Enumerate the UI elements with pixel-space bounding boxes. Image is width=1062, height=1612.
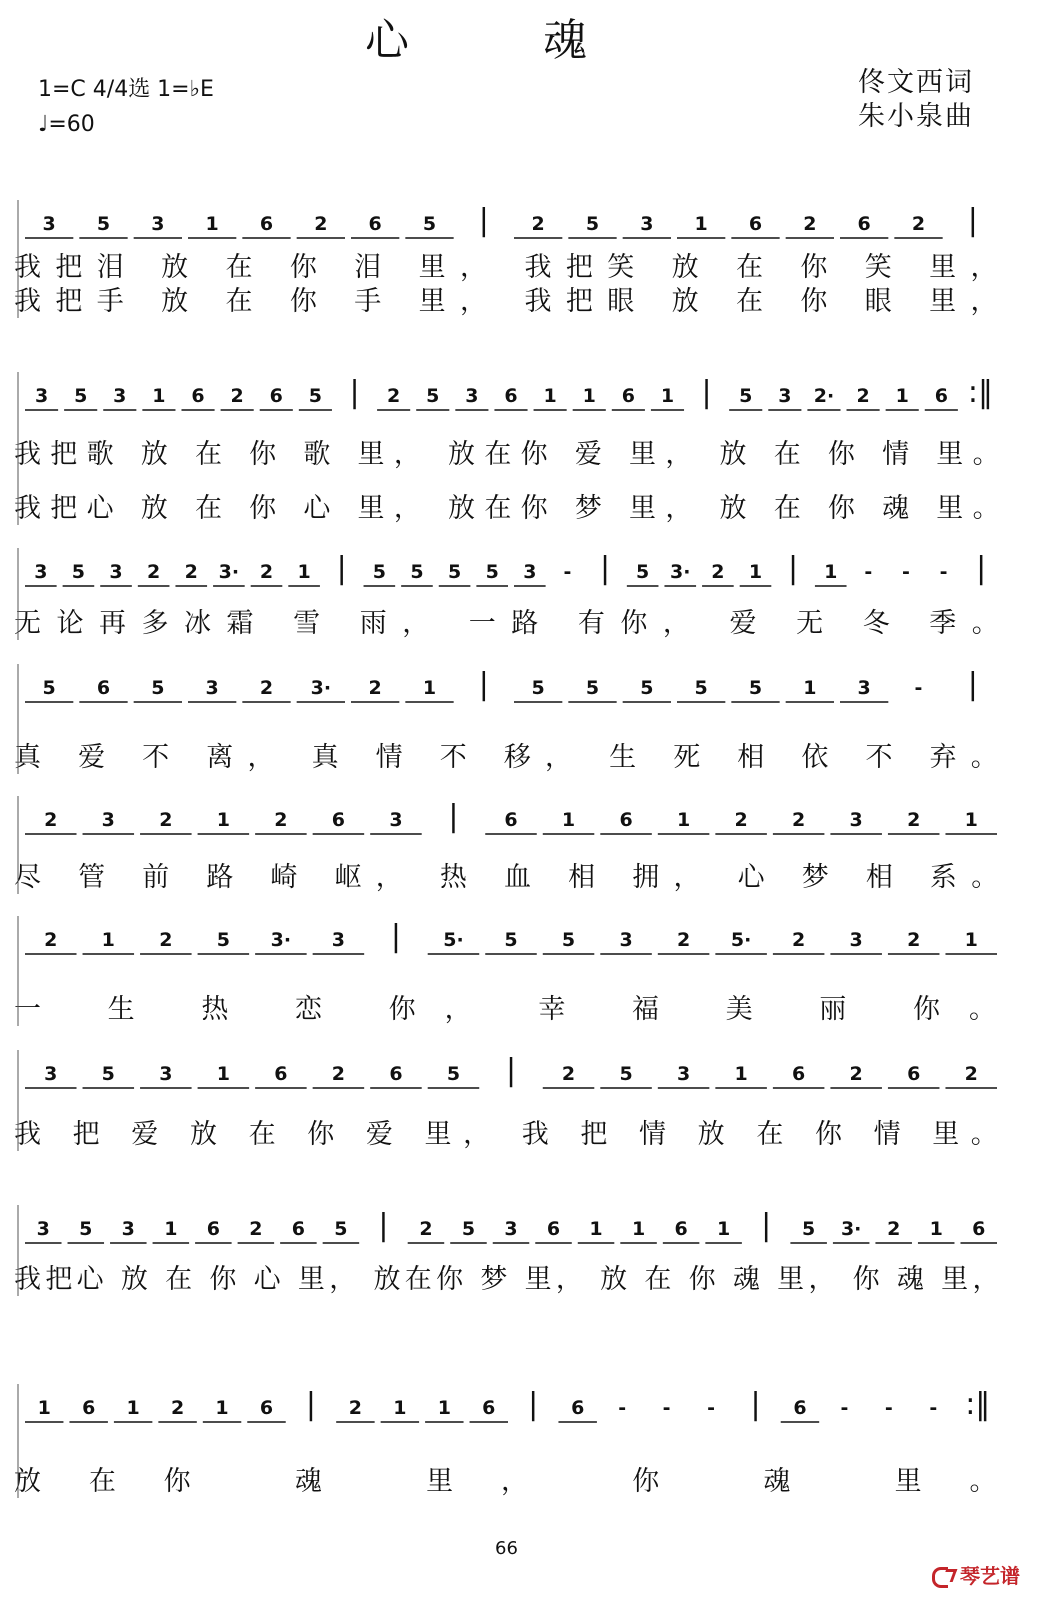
- note: -: [618, 1397, 627, 1419]
- note: 1: [582, 385, 596, 407]
- barline: |: [967, 203, 978, 238]
- note: 6: [259, 1397, 274, 1419]
- lyric-line: 放在你 魂 里， 你 魂 里。: [14, 1466, 1001, 1497]
- barline: |: [305, 1387, 317, 1422]
- note: 6: [674, 1218, 688, 1240]
- note: 3: [389, 809, 403, 831]
- barline: |: [750, 1387, 761, 1422]
- note: 6: [504, 385, 518, 407]
- note: 5: [426, 385, 440, 407]
- barline: :‖: [965, 1387, 991, 1422]
- barline: |: [976, 551, 987, 586]
- note: 6: [331, 809, 346, 831]
- song-title: 心 魂: [365, 15, 647, 66]
- note: 1: [824, 561, 838, 583]
- note: 5: [585, 213, 600, 235]
- lyric-line: 我把泪 放 在 你 泪 里， 我把笑 放 在 你 笑 里，: [14, 252, 1001, 283]
- note: -: [707, 1397, 715, 1419]
- note: 3: [109, 561, 123, 583]
- note: 2: [792, 809, 806, 831]
- note: 6: [368, 213, 382, 235]
- barline: |: [967, 667, 978, 702]
- note: 6: [504, 809, 518, 831]
- tempo-marking: ♩=60: [38, 112, 95, 137]
- note: 6: [546, 1218, 561, 1240]
- note: 3: [640, 213, 654, 235]
- note: 3: [465, 385, 479, 407]
- note: 5: [422, 213, 437, 235]
- note: 2: [230, 385, 244, 407]
- note: 3: [113, 385, 127, 407]
- score-lyrics-layer: [14, 252, 1000, 1497]
- note: 5·: [730, 929, 752, 951]
- note: 5: [461, 1218, 476, 1240]
- note: 3·: [270, 929, 292, 951]
- barline: |: [478, 203, 489, 238]
- note: 1: [748, 561, 763, 583]
- note: 6: [96, 677, 111, 699]
- note: 5: [748, 677, 763, 699]
- note: 5: [446, 1063, 461, 1085]
- note: -: [840, 1397, 849, 1419]
- note: -: [902, 561, 910, 583]
- note: 2: [44, 929, 58, 951]
- barline: |: [505, 1053, 517, 1088]
- note: 1: [589, 1218, 603, 1240]
- note: 2: [368, 677, 382, 699]
- note: 5: [216, 929, 230, 951]
- note: 2: [331, 1063, 346, 1085]
- note: 1: [101, 929, 115, 951]
- barline: |: [378, 1208, 389, 1243]
- note: 2: [907, 929, 921, 951]
- note: 3: [34, 385, 49, 407]
- note: 2: [170, 1397, 185, 1419]
- note: 6: [291, 1218, 306, 1240]
- note: -: [884, 1397, 893, 1419]
- lyricist-credit: 佟文西词: [858, 67, 974, 98]
- score-notes-layer: [34, 203, 993, 1422]
- note: 6: [482, 1397, 496, 1419]
- barline: |: [701, 375, 712, 410]
- note: 6: [206, 1218, 220, 1240]
- note: 6: [792, 1063, 806, 1085]
- note: 2: [856, 385, 870, 407]
- note: 3: [159, 1063, 173, 1085]
- note: 5: [485, 561, 499, 583]
- note: 6: [619, 809, 633, 831]
- barline: |: [336, 551, 347, 586]
- note: 1: [631, 1218, 646, 1240]
- note: 5: [636, 561, 650, 583]
- note: 2: [849, 1063, 863, 1085]
- note: -: [939, 561, 948, 583]
- note: -: [662, 1397, 671, 1419]
- note: 5: [79, 1218, 93, 1240]
- note: 1: [216, 809, 230, 831]
- note: 1: [37, 1397, 51, 1419]
- note: 3: [504, 1218, 518, 1240]
- note: 1: [964, 929, 978, 951]
- note: 2: [184, 561, 198, 583]
- note: -: [563, 561, 572, 583]
- note: 2: [803, 213, 817, 235]
- note: -: [914, 677, 923, 699]
- note: 2: [387, 385, 401, 407]
- note: 3: [778, 385, 792, 407]
- note: 3: [619, 929, 633, 951]
- barline: |: [599, 551, 611, 586]
- note: -: [864, 561, 873, 583]
- barline: |: [349, 375, 360, 410]
- note: 1: [215, 1397, 229, 1419]
- note: 3: [849, 929, 863, 951]
- note: 3: [676, 1063, 691, 1085]
- lyric-line: 真 爱 不 离， 真 情 不 移， 生 死 相 依 不 弃。: [14, 742, 1001, 773]
- page-number: 66: [495, 1538, 518, 1559]
- note: 5: [96, 213, 111, 235]
- note: 6: [857, 213, 871, 235]
- note: 6: [269, 385, 283, 407]
- note: 1: [929, 1218, 943, 1240]
- note: 2: [249, 1218, 263, 1240]
- note: 6: [274, 1063, 288, 1085]
- note: -: [929, 1397, 938, 1419]
- note: 6: [571, 1397, 585, 1419]
- note: 2: [44, 809, 58, 831]
- note: 3: [849, 809, 863, 831]
- note: 3: [42, 213, 56, 235]
- note: 6: [972, 1218, 986, 1240]
- note: 5: [101, 1063, 115, 1085]
- note: 2: [274, 809, 288, 831]
- note: 3·: [218, 561, 240, 583]
- note: 3: [205, 677, 219, 699]
- note: 1: [694, 213, 708, 235]
- note: 2: [531, 213, 545, 235]
- note: 5: [585, 677, 600, 699]
- note: 3: [101, 809, 115, 831]
- barline: |: [788, 551, 799, 586]
- note: 2: [314, 213, 328, 235]
- note: 2: [887, 1218, 901, 1240]
- note: 2: [159, 809, 173, 831]
- watermark-text: 琴艺谱: [960, 1564, 1020, 1588]
- note: 3: [331, 929, 346, 951]
- note: 6: [748, 213, 763, 235]
- lyric-line: 尽 管 前 路 崎 岖， 热 血 相 拥， 心 梦 相 系。: [14, 862, 1000, 893]
- note: 1: [164, 1218, 178, 1240]
- barline: |: [478, 667, 489, 702]
- note: 2: [792, 929, 806, 951]
- note: 2: [259, 561, 274, 583]
- note: 1: [964, 809, 978, 831]
- composer-credit: 朱小泉曲: [858, 101, 974, 132]
- barline: |: [761, 1208, 772, 1243]
- note: 3: [151, 213, 165, 235]
- note: 3: [857, 677, 871, 699]
- note: 2: [159, 929, 173, 951]
- note: 5: [739, 385, 753, 407]
- note: 1: [734, 1063, 748, 1085]
- note: 5: [447, 561, 462, 583]
- lyric-line: 一 生 热 恋 你， 幸 福 美 丽 你。: [14, 994, 1000, 1025]
- note: 2: [711, 561, 725, 583]
- note: 6: [389, 1063, 403, 1085]
- note: 6: [191, 385, 205, 407]
- note: 6: [934, 385, 948, 407]
- note: 5: [71, 561, 86, 583]
- note: 3: [36, 1218, 50, 1240]
- note: 5·: [443, 929, 464, 951]
- note: 1: [152, 385, 166, 407]
- note: 2: [259, 677, 274, 699]
- note: 1: [561, 809, 576, 831]
- note: 1: [895, 385, 909, 407]
- note: 6: [793, 1397, 807, 1419]
- barline: |: [448, 799, 459, 834]
- note: 1: [543, 385, 557, 407]
- note: 2·: [813, 385, 835, 407]
- note: 2: [419, 1218, 433, 1240]
- lyric-line: 我把心 放 在 你 心 里， 放在你 梦 里， 放 在 你 魂 里。: [14, 493, 1001, 524]
- barline: |: [390, 919, 401, 954]
- brand-logo-icon: [930, 1566, 956, 1586]
- watermark: [930, 1560, 1020, 1589]
- note: 2: [147, 561, 161, 583]
- note: 5: [42, 677, 56, 699]
- note: 2: [964, 1063, 978, 1085]
- note: 3: [44, 1063, 58, 1085]
- barline: :‖: [967, 375, 993, 410]
- note: 3·: [670, 561, 691, 583]
- note: 6: [621, 385, 635, 407]
- note: 2: [907, 809, 921, 831]
- note: 1: [393, 1397, 407, 1419]
- note: 1: [126, 1397, 140, 1419]
- note: 2: [348, 1397, 363, 1419]
- note: 5: [372, 561, 386, 583]
- note: 6: [907, 1063, 921, 1085]
- lyric-line: 我 把 爱 放 在 你 爱 里， 我 把 情 放 在 你 情 里。: [14, 1119, 1000, 1150]
- lyric-line: 我把歌 放 在 你 歌 里， 放在你 爱 里， 放 在 你 情 里。: [14, 439, 1001, 470]
- note: 1: [437, 1397, 451, 1419]
- lyric-line: 我把心 放 在 你 心 里， 放在你 梦 里， 放 在 你 魂 里， 你 魂 里，: [14, 1264, 1000, 1295]
- note: 5: [334, 1218, 348, 1240]
- note: 2: [734, 809, 748, 831]
- note: 1: [716, 1218, 731, 1240]
- note: 5: [410, 561, 424, 583]
- lyric-line: 无论再多冰霜 雪 雨， 一路 有你， 爱 无 冬 季。: [14, 608, 1000, 639]
- note: 1: [297, 561, 311, 583]
- note: 5: [640, 677, 654, 699]
- note: 1: [205, 213, 219, 235]
- barline: |: [528, 1387, 539, 1422]
- note: 6: [259, 213, 274, 235]
- note: 3·: [310, 677, 332, 699]
- note: 1: [676, 809, 691, 831]
- note: 5: [531, 677, 545, 699]
- note: 3: [121, 1218, 135, 1240]
- note: 3: [34, 561, 48, 583]
- lyric-line: 我把手 放 在 你 手 里， 我把眼 放 在 你 眼 里，: [14, 286, 1001, 317]
- note: 5: [694, 677, 708, 699]
- key-signature: 1=C 4/4选 1=♭E: [38, 77, 214, 102]
- note: 5: [74, 385, 88, 407]
- note: 2: [561, 1063, 576, 1085]
- note: 5: [504, 929, 518, 951]
- note: 5: [561, 929, 576, 951]
- note: 5: [802, 1218, 816, 1240]
- note: 5: [619, 1063, 633, 1085]
- note: 6: [82, 1397, 96, 1419]
- note: 1: [803, 677, 817, 699]
- note: 3: [523, 561, 537, 583]
- note: 1: [660, 385, 675, 407]
- note: 2: [676, 929, 691, 951]
- note: 1: [216, 1063, 230, 1085]
- note: 5: [151, 677, 165, 699]
- note: 2: [911, 213, 926, 235]
- note: 5: [308, 385, 323, 407]
- note: 3·: [840, 1218, 862, 1240]
- note: 1: [422, 677, 437, 699]
